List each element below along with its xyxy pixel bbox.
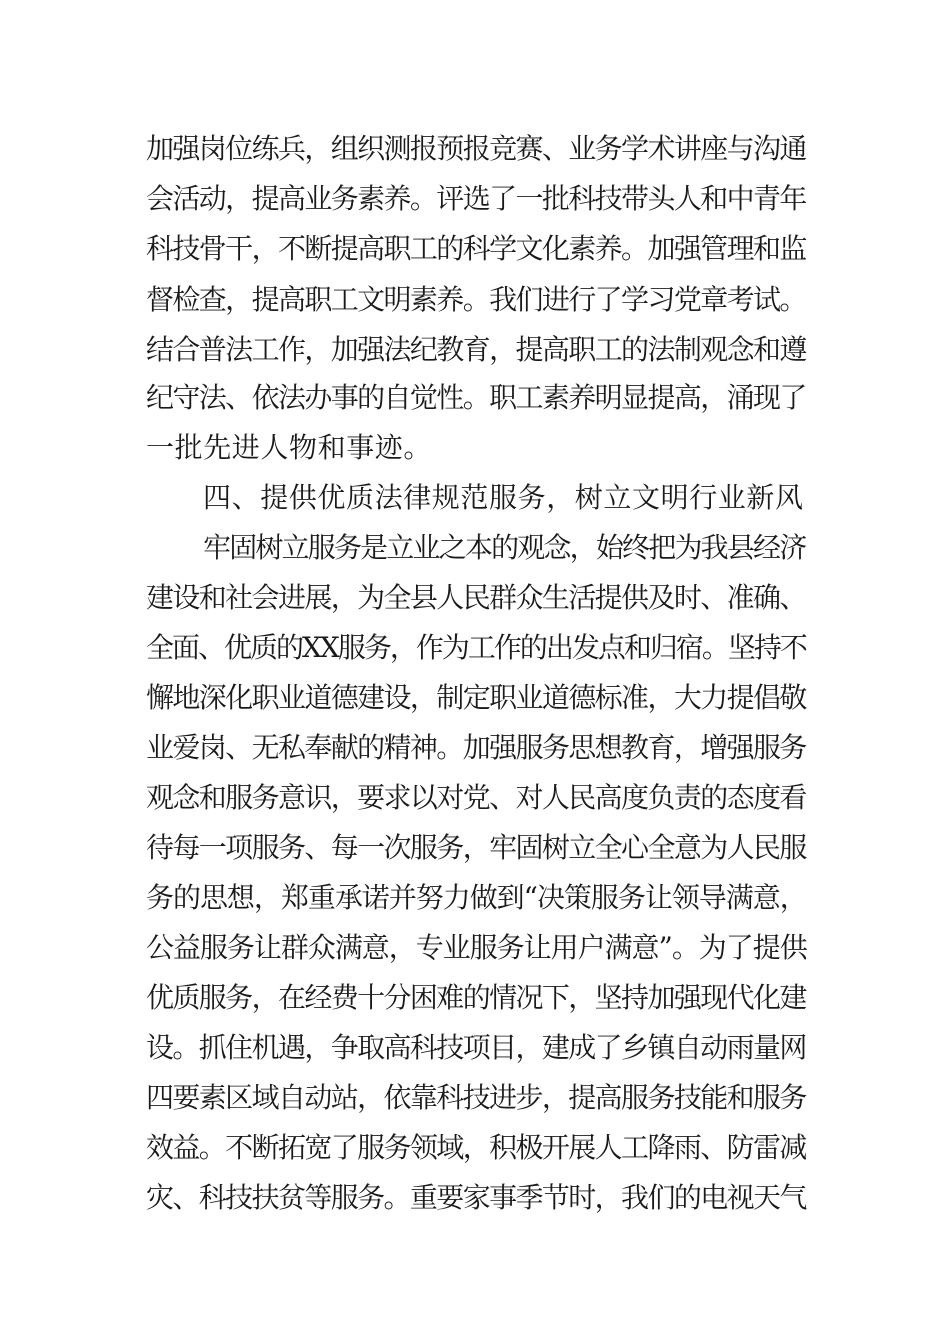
paragraph-line: 纪守法、依法办事的自觉性。职工素养明显提高，涌现了 <box>146 381 806 414</box>
paragraph-line: 务的思想，郑重承诺并努力做到“决策服务让领导满意， <box>146 881 807 914</box>
paragraph-line: 牢固树立服务是立业之本的观念，始终把为我县经济 <box>203 531 806 564</box>
paragraph-line: 观念和服务意识，要求以对党、对人民高度负责的态度看 <box>146 781 806 814</box>
paragraph-line: 效益。不断拓宽了服务领域，积极开展人工降雨、防雷减 <box>146 1131 806 1164</box>
paragraph-line: 公益服务让群众满意，专业服务让用户满意”。为了提供 <box>146 931 807 964</box>
paragraph-line: 结合普法工作，加强法纪教育，提高职工的法制观念和遵 <box>146 333 806 366</box>
paragraph-line: 建设和社会进展，为全县人民群众生活提供及时、准确、 <box>146 581 806 614</box>
section-heading: 四、提供优质法律规范服务，树立文明行业新风 <box>203 481 804 514</box>
paragraph-line: 加强岗位练兵，组织测报预报竞赛、业务学术讲座与沟通 <box>146 132 806 165</box>
paragraph-line: 待每一项服务、每一次服务，牢固树立全心全意为人民服 <box>146 831 806 864</box>
paragraph-line: 一批先进人物和事迹。 <box>146 431 433 464</box>
paragraph-line: 四要素区域自动站，依靠科技进步，提高服务技能和服务 <box>146 1081 806 1114</box>
paragraph-line: 优质服务，在经费十分困难的情况下，坚持加强现代化建 <box>146 981 806 1014</box>
paragraph-line: 科技骨干，不断提高职工的科学文化素养。加强管理和监 <box>146 232 806 265</box>
paragraph-line: 全面、优质的XX服务，作为工作的出发点和归宿。坚持不 <box>146 631 806 664</box>
paragraph-line: 灾、科技扶贫等服务。重要家事季节时，我们的电视天气 <box>146 1181 806 1214</box>
paragraph-line: 督检查，提高职工文明素养。我们进行了学习党章考试。 <box>146 283 806 316</box>
paragraph-line: 懈地深化职业道德建设，制定职业道德标准，大力提倡敬 <box>146 681 806 714</box>
paragraph-line: 设。抓住机遇，争取高科技项目，建成了乡镇自动雨量网 <box>146 1031 806 1064</box>
paragraph-line: 业爱岗、无私奉献的精神。加强服务思想教育，增强服务 <box>146 731 806 764</box>
paragraph-line: 会活动，提高业务素养。评选了一批科技带头人和中青年 <box>146 182 806 215</box>
